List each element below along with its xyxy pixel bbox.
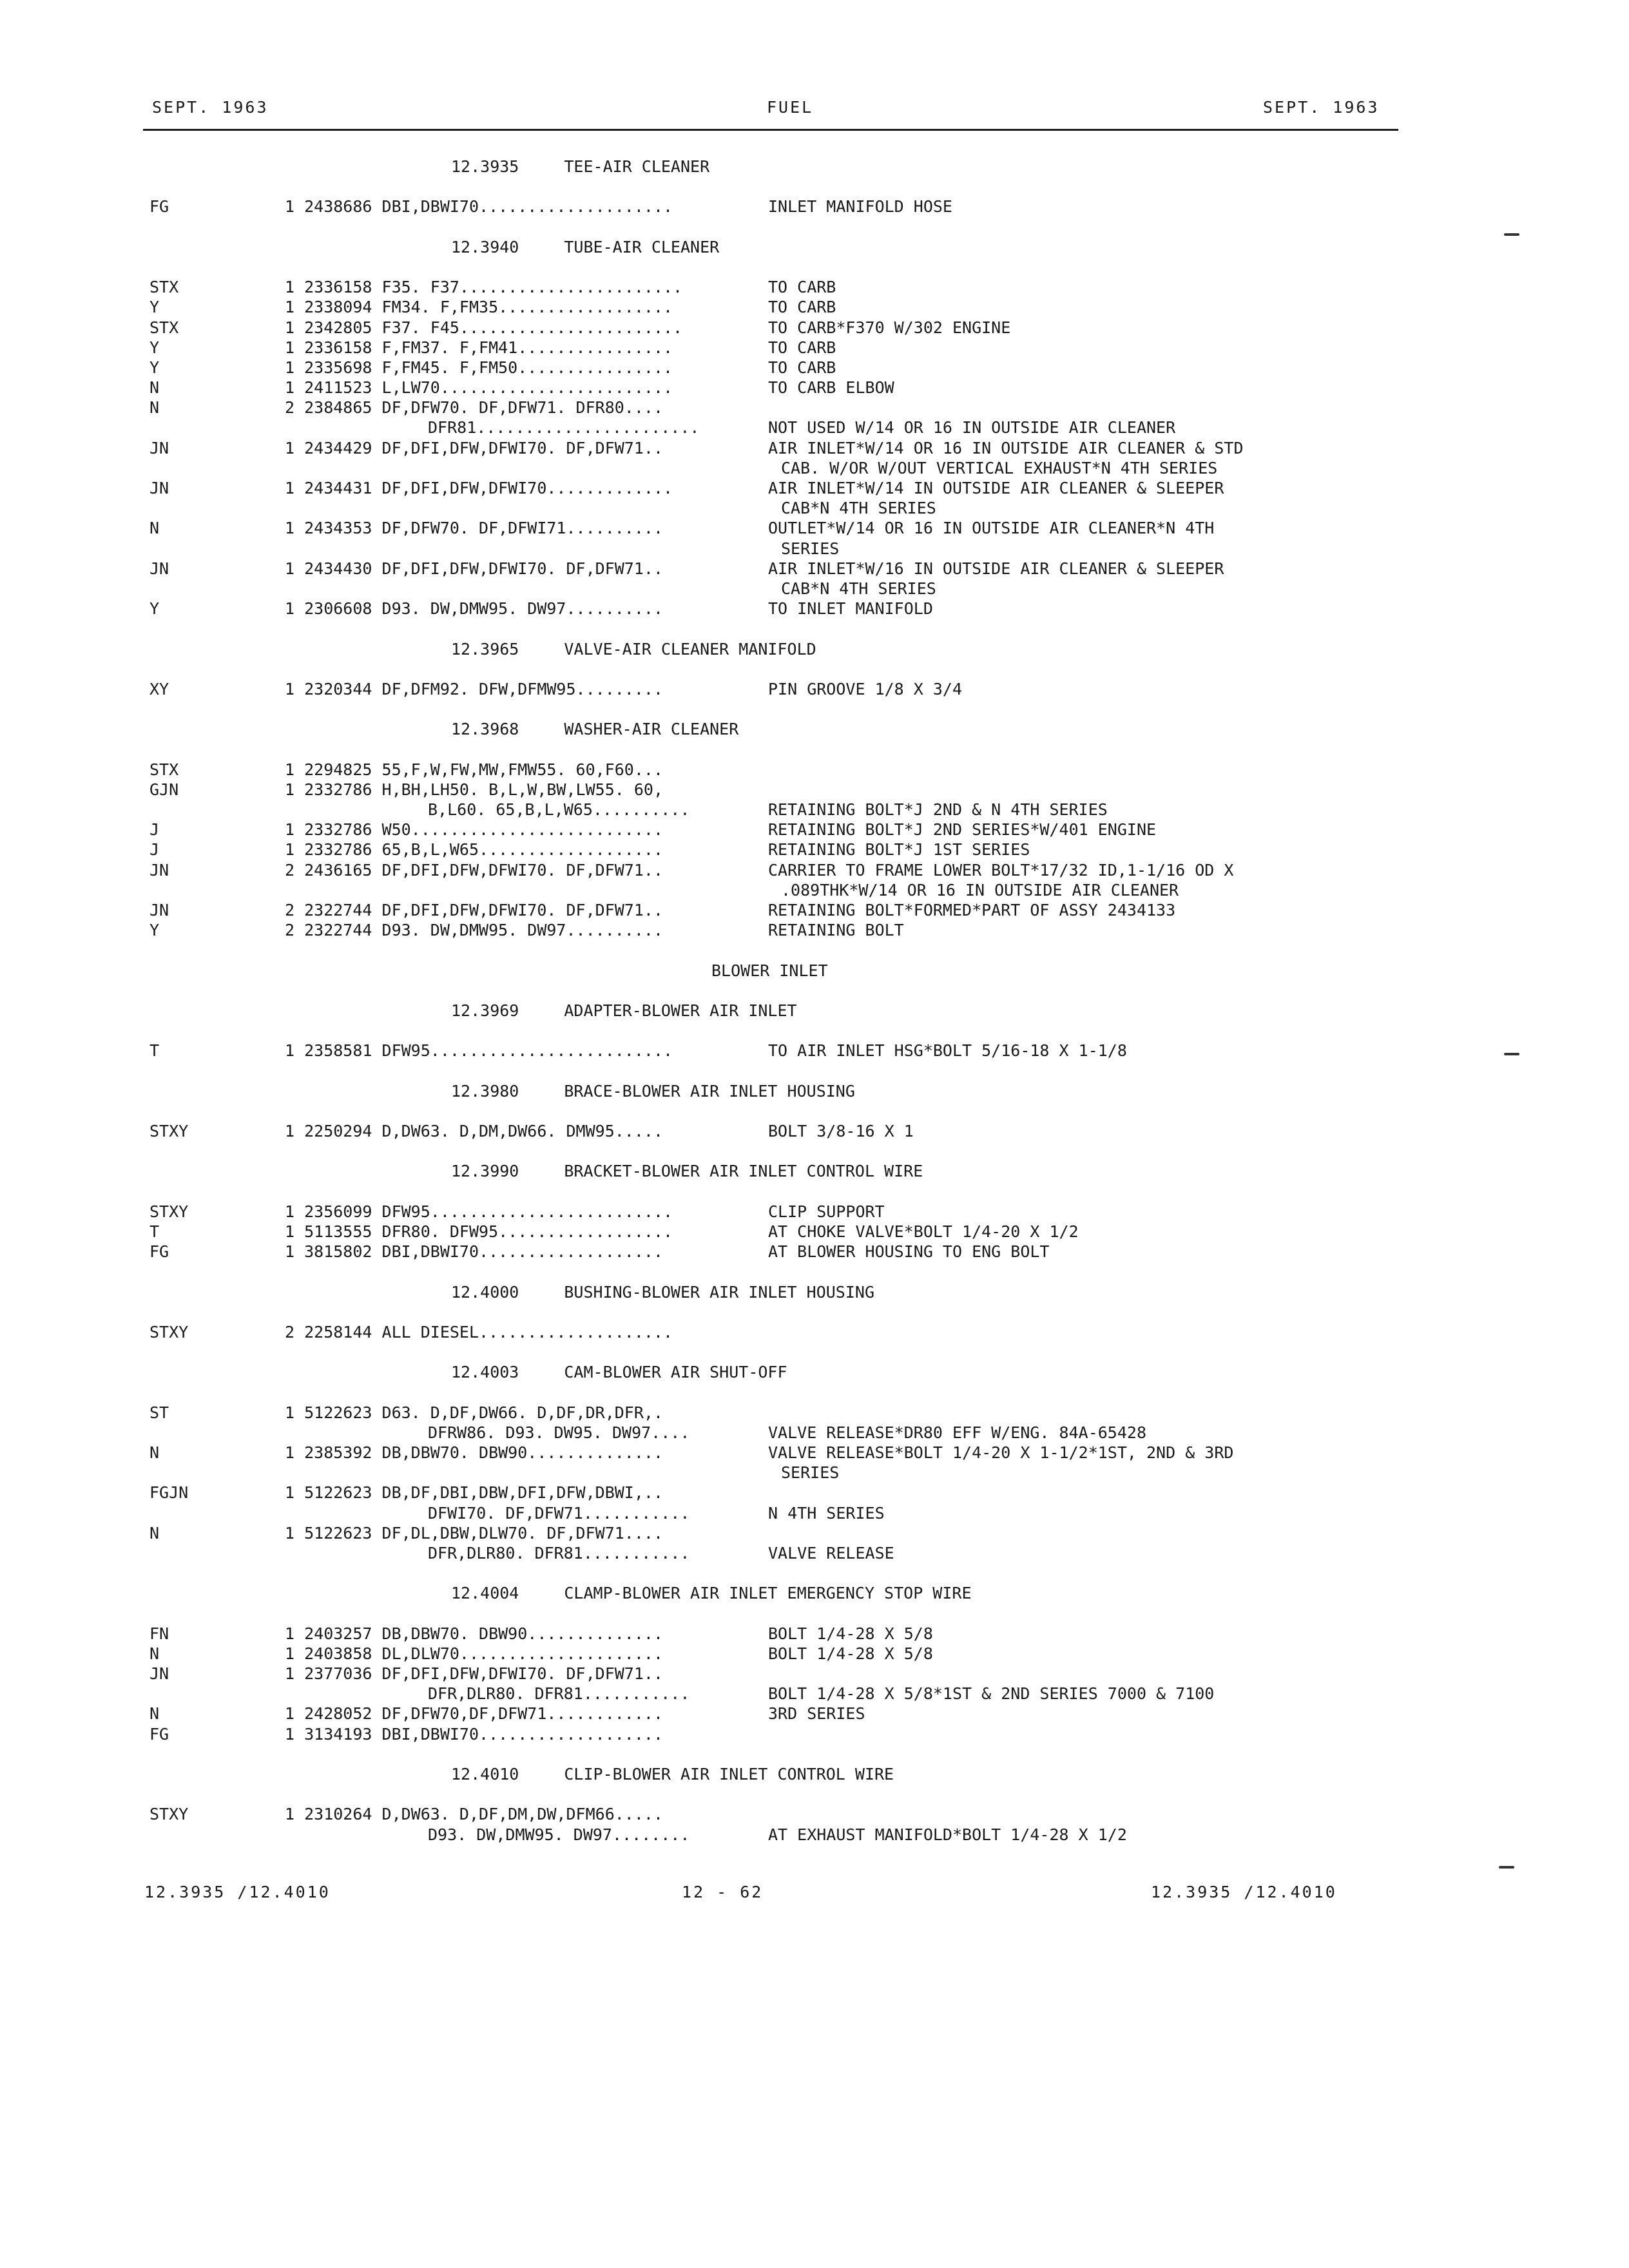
model-code: JN: [149, 1664, 169, 1684]
spacer: [0, 1102, 1629, 1122]
part-row-continuation: [0, 1423, 1629, 1443]
section-label: [451, 1082, 855, 1100]
scan-mark: [1499, 1866, 1514, 1869]
spacer: [0, 1343, 1629, 1363]
remark-continuation: [0, 459, 1629, 479]
model-code: N: [149, 398, 160, 418]
part-row: [0, 1041, 1629, 1061]
model-code: J: [149, 840, 160, 860]
part-row: [0, 840, 1629, 860]
section-label: [451, 1363, 787, 1381]
part-row: [0, 338, 1629, 358]
section-title: CLAMP-BLOWER AIR INLET EMERGENCY STOP WIRE: [564, 1584, 972, 1603]
part-remark: INLET MANIFOLD HOSE: [768, 197, 952, 216]
part-row-continuation: [0, 1544, 1629, 1564]
part-entry: 1 2411523 L,LW70........................: [285, 378, 673, 398]
section-label: [451, 1162, 923, 1180]
part-remark: TO CARB ELBOW: [768, 378, 894, 398]
part-remark: BOLT 3/8-16 X 1: [768, 1122, 914, 1140]
part-remark: RETAINING BOLT*FORMED*PART OF ASSY 2434133: [768, 900, 1176, 919]
part-remark: TO CARB*F370 W/302 ENGINE: [768, 318, 1011, 337]
model-code: STXY: [149, 1122, 189, 1140]
part-remark: NOT USED W/14 OR 16 IN OUTSIDE AIR CLEANER: [768, 418, 1176, 437]
part-row-continuation: [0, 1825, 1629, 1845]
section-title: ADAPTER-BLOWER AIR INLET: [564, 1001, 797, 1020]
part-row: [0, 921, 1629, 941]
model-code: N: [149, 1523, 160, 1542]
part-entry: 1 2332786 W50..........................: [285, 820, 663, 840]
spacer: [0, 258, 1629, 278]
part-remark: OUTLET*W/14 OR 16 IN OUTSIDE AIR CLEANER*N 4TH: [768, 519, 1215, 538]
model-code: Y: [149, 599, 160, 619]
section-title: BRACE-BLOWER AIR INLET HOUSING: [564, 1081, 855, 1100]
remark-continuation: [0, 539, 1629, 559]
part-row: [0, 278, 1629, 298]
spacer: [0, 1745, 1629, 1765]
part-entry: 1 2294825 55,F,W,FW,MW,FMW55. 60,F60...: [285, 760, 663, 779]
part-remark: AT BLOWER HOUSING TO ENG BOLT: [768, 1242, 1050, 1262]
section-number: 12.4004: [451, 1584, 519, 1603]
part-entry: 1 5122623 DF,DL,DBW,DLW70. DF,DFW71....: [285, 1523, 663, 1542]
part-row: [0, 1443, 1629, 1463]
part-entry: 1 5122623 D63. D,DF,DW66. D,DF,DR,DFR,.: [285, 1403, 663, 1422]
model-code: J: [149, 820, 160, 840]
model-code: N: [149, 378, 160, 398]
spacer: [0, 218, 1629, 238]
part-row: [0, 197, 1629, 217]
part-row: [0, 901, 1629, 921]
scan-mark: [1504, 1053, 1519, 1055]
part-row: [0, 1644, 1629, 1664]
part-remark: RETAINING BOLT*J 2ND & N 4TH SERIES: [768, 800, 1108, 819]
part-row: [0, 479, 1629, 499]
part-row: [0, 599, 1629, 619]
part-row: [0, 1323, 1629, 1343]
part-row: [0, 1202, 1629, 1222]
header-section-title: FUEL: [767, 98, 814, 117]
part-entry: 1 2310264 D,DW63. D,DF,DM,DW,DFM66.....: [285, 1805, 663, 1824]
part-entry: 2 2258144 ALL DIESEL....................: [285, 1322, 673, 1341]
section-number: 12.4010: [451, 1765, 519, 1783]
part-entry: 1 2338094 FM34. F,FM35..................: [285, 298, 673, 317]
section-heading: [0, 1584, 1629, 1604]
section-title: BRACKET-BLOWER AIR INLET CONTROL WIRE: [564, 1162, 923, 1181]
model-code: JN: [149, 438, 169, 457]
part-entry: 1 2428052 DF,DFW70,DF,DFW71............: [285, 1704, 663, 1724]
spacer: [0, 740, 1629, 760]
part-remark: TO INLET MANIFOLD: [768, 599, 933, 619]
section-number: 12.3969: [451, 1001, 519, 1020]
part-row: [0, 1483, 1629, 1503]
model-code: Y: [149, 298, 160, 317]
spacer: [0, 1021, 1629, 1041]
footer-range-left: 12.3935 /12.4010: [144, 1883, 331, 1901]
part-remark: BOLT 1/4-28 X 5/8: [768, 1644, 933, 1663]
spacer: [0, 177, 1629, 197]
part-entry-continued: DFR81.......................: [428, 418, 700, 437]
part-entry: 1 2385392 DB,DBW70. DBW90..............: [285, 1443, 663, 1462]
part-entry: 1 2335698 F,FM45. F,FM50................: [285, 358, 673, 377]
model-code: Y: [149, 921, 160, 940]
part-row: [0, 519, 1629, 539]
part-row: [0, 1704, 1629, 1724]
part-row: [0, 760, 1629, 780]
section-label: [451, 1765, 894, 1783]
model-code: FGJN: [149, 1483, 189, 1503]
model-code: STXY: [149, 1202, 189, 1221]
section-title: BUSHING-BLOWER AIR INLET HOUSING: [564, 1282, 874, 1302]
part-remark-continued: SERIES: [781, 1463, 840, 1483]
model-code: T: [149, 1041, 160, 1061]
model-code: FG: [149, 1242, 169, 1262]
part-remark: RETAINING BOLT: [768, 921, 904, 940]
part-remark: RETAINING BOLT*J 1ST SERIES: [768, 840, 1030, 860]
spacer: [0, 1262, 1629, 1282]
spacer: [0, 619, 1629, 639]
part-entry-continued: D93. DW,DMW95. DW97........: [428, 1825, 690, 1844]
section-label: [451, 157, 709, 176]
model-code: GJN: [149, 780, 179, 799]
part-remark: VALVE RELEASE: [768, 1543, 894, 1562]
model-code: T: [149, 1222, 160, 1241]
scan-mark: [1504, 233, 1519, 236]
section-heading: [0, 157, 1629, 177]
part-entry: 1 2434429 DF,DFI,DFW,DFWI70. DF,DFW71..: [285, 438, 663, 457]
part-remark: PIN GROOVE 1/8 X 3/4: [768, 679, 963, 698]
part-row: [0, 378, 1629, 398]
model-code: JN: [149, 900, 169, 919]
part-entry: 1 2336158 F,FM37. F,FM41................: [285, 338, 673, 357]
part-remark: AT EXHAUST MANIFOLD*BOLT 1/4-28 X 1/2: [768, 1825, 1127, 1844]
model-code: N: [149, 1443, 160, 1462]
section-label: [451, 1584, 972, 1602]
section-number: 12.3940: [451, 237, 519, 256]
section-label: [451, 640, 816, 658]
section-heading: [0, 720, 1629, 740]
group-heading-text: BLOWER INLET: [711, 961, 828, 980]
section-heading: [0, 640, 1629, 660]
model-code: N: [149, 1704, 160, 1724]
section-label: [451, 238, 719, 256]
section-heading: [0, 1162, 1629, 1182]
part-remark-continued: SERIES: [781, 539, 840, 558]
section-heading: [0, 1001, 1629, 1021]
section-number: 12.4003: [451, 1363, 519, 1382]
section-title: TUBE-AIR CLEANER: [564, 237, 720, 256]
part-entry: 1 3815802 DBI,DBWI70...................: [285, 1242, 663, 1262]
model-code: ST: [149, 1403, 169, 1422]
part-remark: TO AIR INLET HSG*BOLT 5/16-18 X 1-1/8: [768, 1041, 1127, 1061]
remark-continuation: [0, 579, 1629, 599]
section-heading: [0, 238, 1629, 258]
part-entry: 1 2434430 DF,DFI,DFW,DFWI70. DF,DFW71..: [285, 559, 663, 578]
section-label: [451, 1001, 797, 1020]
section-number: 12.3980: [451, 1081, 519, 1100]
part-row: [0, 559, 1629, 579]
remark-continuation: [0, 1463, 1629, 1483]
part-entry: 1 3134193 DBI,DBWI70...................: [285, 1724, 663, 1744]
part-remark: VALVE RELEASE*BOLT 1/4-20 X 1-1/2*1ST, 2ND & 3RD: [768, 1443, 1234, 1462]
part-entry: 1 2342805 F37. F45.......................: [285, 318, 683, 337]
part-row: [0, 1222, 1629, 1242]
part-row-continuation: [0, 1504, 1629, 1524]
part-row: [0, 680, 1629, 700]
part-entry: 1 2320344 DF,DFM92. DFW,DFMW95.........: [285, 679, 663, 698]
spacer: [0, 981, 1629, 1001]
model-code: JN: [149, 860, 169, 879]
spacer: [0, 1604, 1629, 1624]
part-remark: TO CARB: [768, 358, 836, 377]
part-row: [0, 1524, 1629, 1544]
section-title: CLIP-BLOWER AIR INLET CONTROL WIRE: [564, 1765, 894, 1783]
part-entry: 2 2384865 DF,DFW70. DF,DFW71. DFR80....: [285, 398, 663, 418]
model-code: FG: [149, 197, 169, 216]
part-entry-continued: DFR,DLR80. DFR81...........: [428, 1543, 690, 1562]
part-entry: 1 2306608 D93. DW,DMW95. DW97..........: [285, 599, 663, 619]
model-code: N: [149, 1644, 160, 1663]
part-remark-continued: CAB. W/OR W/OUT VERTICAL EXHAUST*N 4TH SERIES: [781, 458, 1218, 477]
section-number: 12.3968: [451, 720, 519, 739]
part-row: [0, 298, 1629, 318]
section-heading: [0, 1283, 1629, 1303]
part-entry: 1 2250294 D,DW63. D,DM,DW66. DMW95.....: [285, 1122, 663, 1140]
remark-continuation: [0, 499, 1629, 519]
part-remark: VALVE RELEASE*DR80 EFF W/ENG. 84A-65428: [768, 1423, 1146, 1442]
header-date-left: SEPT. 1963: [152, 98, 269, 117]
model-code: STX: [149, 318, 179, 337]
part-remark: N 4TH SERIES: [768, 1503, 885, 1523]
part-remark: AIR INLET*W/14 IN OUTSIDE AIR CLEANER & SLEEPER: [768, 479, 1224, 497]
part-row: [0, 820, 1629, 840]
part-entry: 1 2332786 65,B,L,W65...................: [285, 840, 663, 860]
part-entry: 1 2377036 DF,DFI,DFW,DFWI70. DF,DFW71..: [285, 1664, 663, 1684]
section-heading: [0, 1363, 1629, 1383]
remark-continuation: [0, 881, 1629, 901]
part-entry-continued: DFRW86. D93. DW95. DW97....: [428, 1423, 690, 1442]
part-remark: AIR INLET*W/16 IN OUTSIDE AIR CLEANER & SLEEPER: [768, 559, 1224, 578]
spacer: [0, 660, 1629, 680]
group-heading: [0, 961, 1629, 981]
part-entry-continued: DFWI70. DF,DFW71...........: [428, 1503, 690, 1523]
part-entry: 2 2322744 D93. DW,DMW95. DW97..........: [285, 921, 663, 940]
part-entry: 2 2322744 DF,DFI,DFW,DFWI70. DF,DFW71..: [285, 900, 663, 919]
section-heading: [0, 1765, 1629, 1785]
header-rule: [143, 129, 1398, 131]
spacer: [0, 1383, 1629, 1403]
part-entry: 1 2358581 DFW95.........................: [285, 1041, 673, 1061]
part-entry: 1 2434353 DF,DFW70. DF,DFWI71..........: [285, 519, 663, 538]
model-code: Y: [149, 338, 160, 357]
part-entry: 1 2356099 DFW95.........................: [285, 1202, 673, 1221]
model-code: STXY: [149, 1805, 189, 1824]
part-entry: 1 2403257 DB,DBW70. DBW90..............: [285, 1624, 663, 1643]
section-title: TEE-AIR CLEANER: [564, 157, 710, 176]
part-row: [0, 1403, 1629, 1423]
spacer: [0, 700, 1629, 720]
part-row: [0, 1122, 1629, 1142]
part-entry: 1 2332786 H,BH,LH50. B,L,W,BW,LW55. 60,: [285, 780, 663, 799]
section-number: 12.4000: [451, 1282, 519, 1302]
model-code: STX: [149, 760, 179, 779]
spacer: [0, 1303, 1629, 1323]
part-entry: 1 2403858 DL,DLW70.....................: [285, 1644, 663, 1663]
model-code: Y: [149, 358, 160, 377]
model-code: JN: [149, 479, 169, 497]
part-row: [0, 1805, 1629, 1825]
part-row: [0, 318, 1629, 338]
part-row: [0, 1725, 1629, 1745]
spacer: [0, 1142, 1629, 1162]
part-remark: CLIP SUPPORT: [768, 1202, 885, 1221]
header-date-right: SEPT. 1963: [1263, 98, 1380, 117]
model-code: JN: [149, 559, 169, 578]
spacer: [0, 1564, 1629, 1584]
part-row: [0, 358, 1629, 378]
footer-page-number: 12 - 62: [682, 1883, 764, 1901]
part-entry-continued: B,L60. 65,B,L,W65..........: [428, 800, 690, 819]
part-entry: 1 2434431 DF,DFI,DFW,DFWI70.............: [285, 479, 673, 497]
section-number: 12.3935: [451, 157, 519, 176]
part-remark: 3RD SERIES: [768, 1704, 865, 1724]
spacer: [0, 1182, 1629, 1202]
part-remark: BOLT 1/4-28 X 5/8: [768, 1624, 933, 1643]
model-code: FN: [149, 1624, 169, 1643]
part-remark: CARRIER TO FRAME LOWER BOLT*17/32 ID,1-1/16 OD X: [768, 860, 1234, 879]
model-code: STX: [149, 278, 179, 297]
footer-range-right: 12.3935 /12.4010: [1151, 1883, 1337, 1901]
part-remark: TO CARB: [768, 298, 836, 317]
section-title: VALVE-AIR CLEANER MANIFOLD: [564, 639, 816, 658]
spacer: [0, 941, 1629, 961]
part-remark: TO CARB: [768, 338, 836, 357]
part-entry: 1 5113555 DFR80. DFW95..................: [285, 1222, 673, 1241]
spacer: [0, 1061, 1629, 1081]
part-row-continuation: [0, 418, 1629, 438]
part-row: [0, 398, 1629, 418]
part-remark-continued: .089THK*W/14 OR 16 IN OUTSIDE AIR CLEANER: [781, 880, 1179, 899]
model-code: N: [149, 519, 160, 538]
section-number: 12.3965: [451, 639, 519, 658]
part-row: [0, 1242, 1629, 1262]
section-label: [451, 1283, 874, 1302]
part-remark: AIR INLET*W/14 OR 16 IN OUTSIDE AIR CLEANER & STD: [768, 438, 1244, 457]
part-entry: 1 5122623 DB,DF,DBI,DBW,DFI,DFW,DBWI,..: [285, 1483, 663, 1503]
spacer: [0, 1785, 1629, 1805]
part-row: [0, 1624, 1629, 1644]
part-remark-continued: CAB*N 4TH SERIES: [781, 499, 936, 518]
part-row-continuation: [0, 1684, 1629, 1704]
part-remark: RETAINING BOLT*J 2ND SERIES*W/401 ENGINE: [768, 820, 1157, 840]
part-row: [0, 439, 1629, 459]
part-row-continuation: [0, 800, 1629, 820]
part-remark: AT CHOKE VALVE*BOLT 1/4-20 X 1/2: [768, 1222, 1079, 1241]
section-number: 12.3990: [451, 1162, 519, 1181]
section-title: CAM-BLOWER AIR SHUT-OFF: [564, 1363, 787, 1382]
part-remark: TO CARB: [768, 278, 836, 297]
model-code: FG: [149, 1724, 169, 1744]
part-entry: 1 2438686 DBI,DBWI70....................: [285, 197, 673, 216]
model-code: XY: [149, 679, 169, 698]
section-title: WASHER-AIR CLEANER: [564, 720, 739, 739]
part-remark: BOLT 1/4-28 X 5/8*1ST & 2ND SERIES 7000 & 7100: [768, 1684, 1215, 1704]
part-entry: 2 2436165 DF,DFI,DFW,DFWI70. DF,DFW71..: [285, 860, 663, 879]
section-heading: [0, 1082, 1629, 1102]
parts-list: [0, 157, 1629, 1845]
part-row: [0, 861, 1629, 881]
part-row: [0, 1664, 1629, 1684]
part-entry: 1 2336158 F35. F37.......................: [285, 278, 683, 297]
part-row: [0, 780, 1629, 800]
part-entry-continued: DFR,DLR80. DFR81...........: [428, 1684, 690, 1704]
section-label: [451, 720, 738, 738]
part-remark-continued: CAB*N 4TH SERIES: [781, 579, 936, 598]
model-code: STXY: [149, 1322, 189, 1341]
